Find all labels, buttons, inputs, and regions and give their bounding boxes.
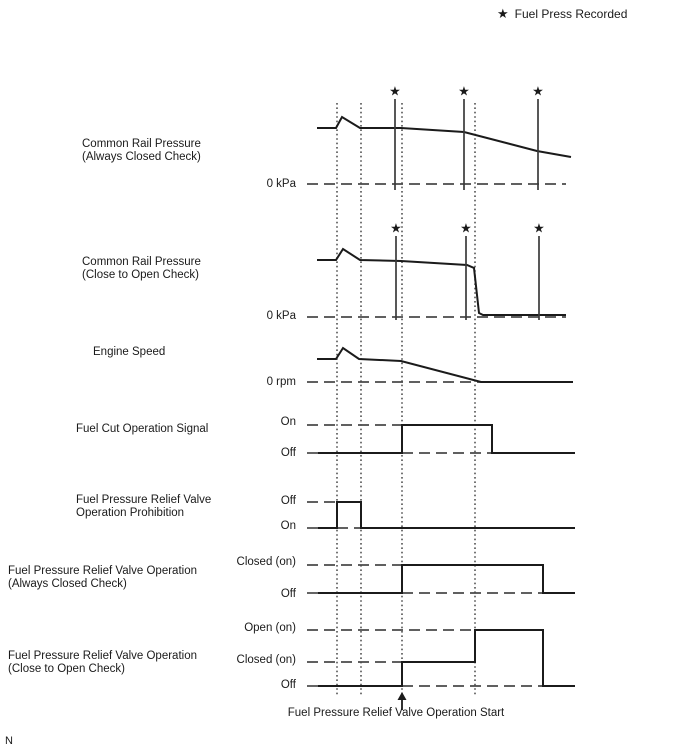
signal-title-line: (Always Closed Check) — [82, 151, 201, 163]
signal-title-3 — [76, 423, 208, 436]
fuel-press-recorded-star-icon: ★ — [390, 220, 402, 236]
signal-trace — [318, 565, 575, 593]
signal-title-line: Fuel Pressure Relief Valve Operation — [8, 565, 197, 577]
signal-title-line: Operation Prohibition — [76, 507, 185, 519]
signal-title-line: (Close to Open Check) — [8, 663, 125, 675]
signal-title-4 — [76, 494, 211, 520]
signal-title-line: Common Rail Pressure — [82, 138, 201, 150]
signal-title-line: Fuel Pressure Relief Valve Operation — [8, 650, 197, 662]
fuel-press-recorded-star-icon: ★ — [497, 6, 509, 21]
axis-label: Off — [280, 447, 296, 459]
bottom-left-note: N — [5, 735, 13, 747]
signal-title-2 — [93, 346, 165, 359]
axis-label: 0 rpm — [266, 376, 296, 388]
signal-trace — [317, 348, 573, 382]
signal-title-5 — [8, 565, 197, 591]
signal-trace — [317, 249, 566, 315]
signal-title-line: Fuel Cut Operation Signal — [76, 423, 209, 435]
axis-label: Closed (on) — [236, 654, 296, 666]
axis-label: Off — [280, 495, 296, 507]
fuel-press-recorded-star-icon: ★ — [460, 220, 472, 236]
signal-trace — [318, 425, 575, 453]
signal-trace — [318, 502, 575, 528]
axis-label: 0 kPa — [266, 178, 296, 190]
axis-label: Off — [280, 588, 296, 600]
signal-title-line: (Close to Open Check) — [82, 269, 199, 281]
signal-trace — [317, 117, 571, 157]
valve-operation-start-label: Fuel Pressure Relief Valve Operation Start — [287, 707, 505, 719]
axis-label: Closed (on) — [236, 556, 296, 568]
fuel-press-recorded-star-icon: ★ — [533, 220, 545, 236]
axis-label: On — [280, 416, 296, 428]
signal-title-line: Engine Speed — [93, 346, 166, 358]
signal-title-0 — [82, 138, 201, 164]
signal-title-1 — [82, 256, 201, 282]
up-arrow-icon — [398, 692, 407, 700]
axis-label: Off — [280, 679, 296, 691]
signal-title-line: Common Rail Pressure — [82, 256, 201, 268]
axis-label: 0 kPa — [266, 310, 296, 322]
axis-label: Open (on) — [244, 622, 296, 634]
fuel-press-recorded-star-icon: ★ — [389, 83, 401, 99]
signal-title-line: Fuel Pressure Relief Valve — [76, 494, 212, 506]
legend-label: Fuel Press Recorded — [514, 7, 628, 21]
fuel-press-recorded-star-icon: ★ — [458, 83, 470, 99]
fuel-press-recorded-star-icon: ★ — [532, 83, 544, 99]
signal-title-6 — [8, 650, 197, 676]
legend — [497, 7, 627, 21]
signal-title-line: (Always Closed Check) — [8, 578, 127, 590]
signal-trace — [318, 630, 575, 686]
axis-label: On — [280, 520, 296, 532]
